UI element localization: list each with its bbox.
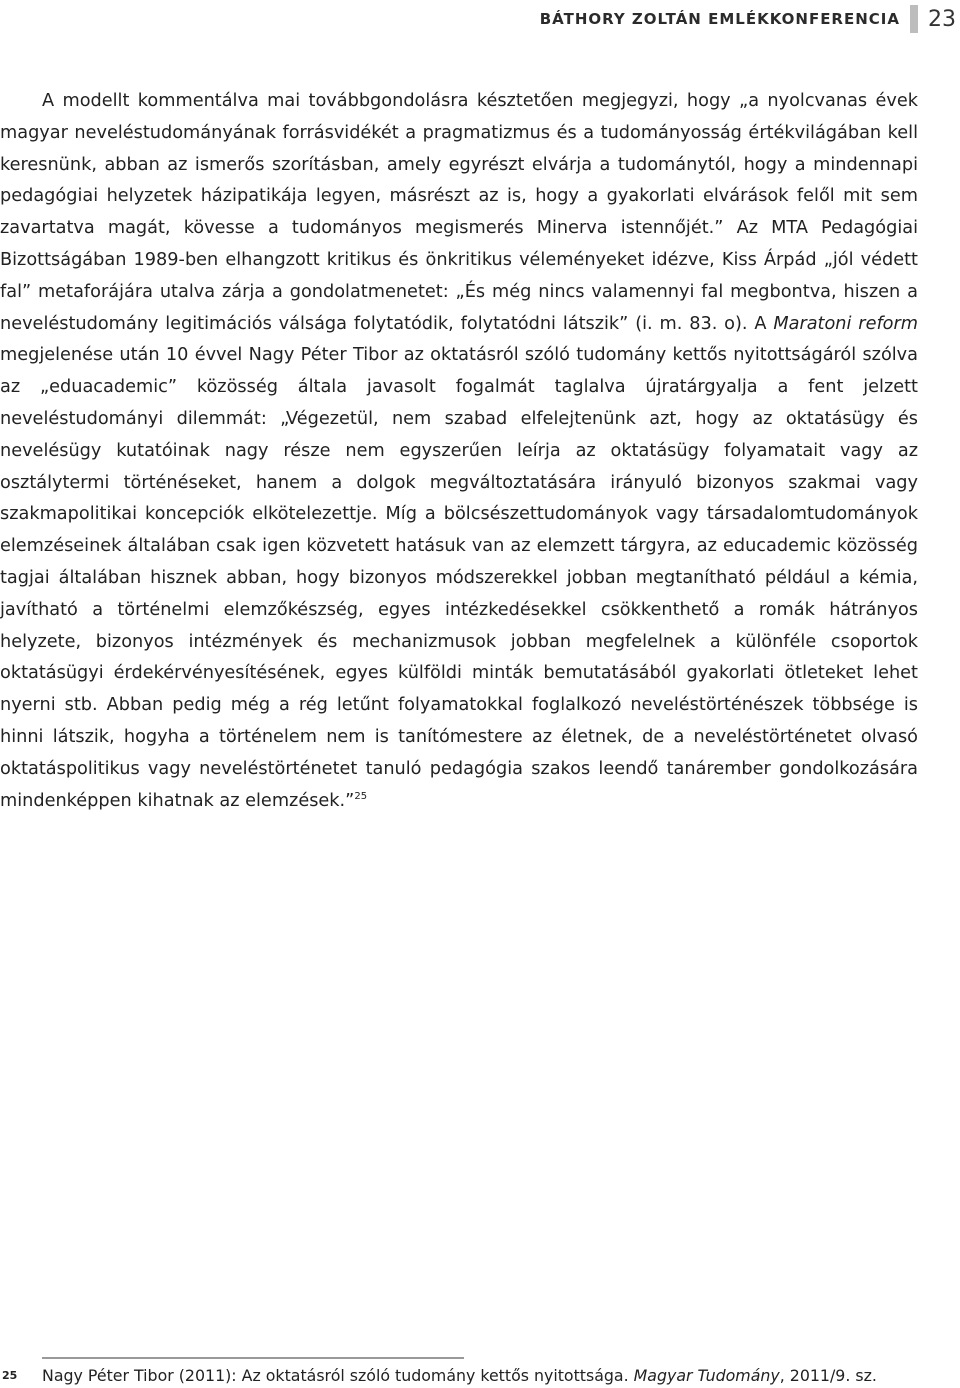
header-divider-bar — [910, 5, 918, 33]
footnote-separator — [42, 1357, 464, 1359]
footnote-issue: , 2011/9. sz. — [779, 1366, 877, 1385]
page-number: 23 — [928, 6, 956, 32]
footnote-number: 25 — [2, 1369, 18, 1382]
footnote-reference[interactable]: 25 — [354, 790, 368, 802]
italic-book-title: Maratoni reform — [773, 313, 918, 334]
main-paragraph — [0, 86, 918, 817]
footnote-journal: Magyar Tudomány — [633, 1366, 780, 1385]
paragraph-text-part-1: A modellt kommentálva mai továbbgondolásra késztetően megjegyzi, hogy „a nyolcvanas évek magyar neveléstudományának forrásvidékét a pragmatizmus és a tudományosság értékvilágában kell keresnünk, abban az ismerős szorításban, amely egyrészt elvárja a tudománytól, hogy a mindennapi pedagógiai helyzetek házipatikája legyen, másrészt az is, hogy a gyakorlati elvárások felől mit sem zavartatva magát, kövesse a tudományos megismerés Minerva istennőjét.” Az MTA Pedagógiai Bizottságában 1989-ben elhangzott kritikus és önkritikus véleményeket idézve, Kiss Árpád „jól védett fal” metaforájára utalva zárja a gondolatmenetet: „És még nincs valamennyi fal megbontva, hiszen a neveléstudomány legitimációs válsága folytatódik, folytatódni látszik” (i. m. 83. o). A — [0, 91, 918, 334]
paragraph-text-part-2: megjelenése után 10 évvel Nagy Péter Tibor az oktatásról szóló tudomány kettős nyitottságáról szólva az „eduacademic” közösség általa javasolt fogalmát taglalva újratárgyalja a fent jelzett neveléstudományi dilemmát: „Végezetül, nem szabad elfelejtenünk azt, hogy az oktatásügy és nevelésügy kutatóinak nagy része nem egyszerűen leírja az oktatásügy folyamatait vagy az osztálytermi történéseket, hanem a dolgok megváltoztatására irányuló bizonyos szakmai vagy szakmapolitikai koncepciók elkötelezettje. Míg a bölcsészettudományok vagy társadalomtudományok elemzéseinek általában csak igen közvetett hatásuk van az elemzett tárgyra, az educademic közösség tagjai általában hisznek abban, hogy bizonyos módszerekkel jobban megtanítható például a kémia, javítható a történelmi elemzőkészség, egyes intézkedésekkel csökkenthető a romák hátrányos helyzete, bizonyos intézmények és mechanizmusok jobban megfelelnek a különféle csoportok oktatásügyi érdekérvényesítésének, egyes külföldi minták bemutatásából gyakorlati ötleteket lehet nyerni stb. Abban pedig még a rég letűnt folyamatokkal foglalkozó neveléstörténészek többsége is hinni látszik, hogyha a történelem nem is tanítómestere az életnek, de a neveléstörténetet olvasó oktatáspolitikus vagy neveléstörténetet tanuló pedagógia szakos leendő tanárember gondolkozására mindenképpen kihatnak az elemzések.” — [0, 345, 918, 811]
running-header-title: BÁTHORY ZOLTÁN EMLÉKKONFERENCIA — [539, 10, 900, 28]
running-header — [540, 4, 960, 34]
footnote-text — [42, 1365, 877, 1387]
footnote-citation: Nagy Péter Tibor (2011): Az oktatásról szóló tudomány kettős nyitottsága. — [42, 1366, 634, 1385]
